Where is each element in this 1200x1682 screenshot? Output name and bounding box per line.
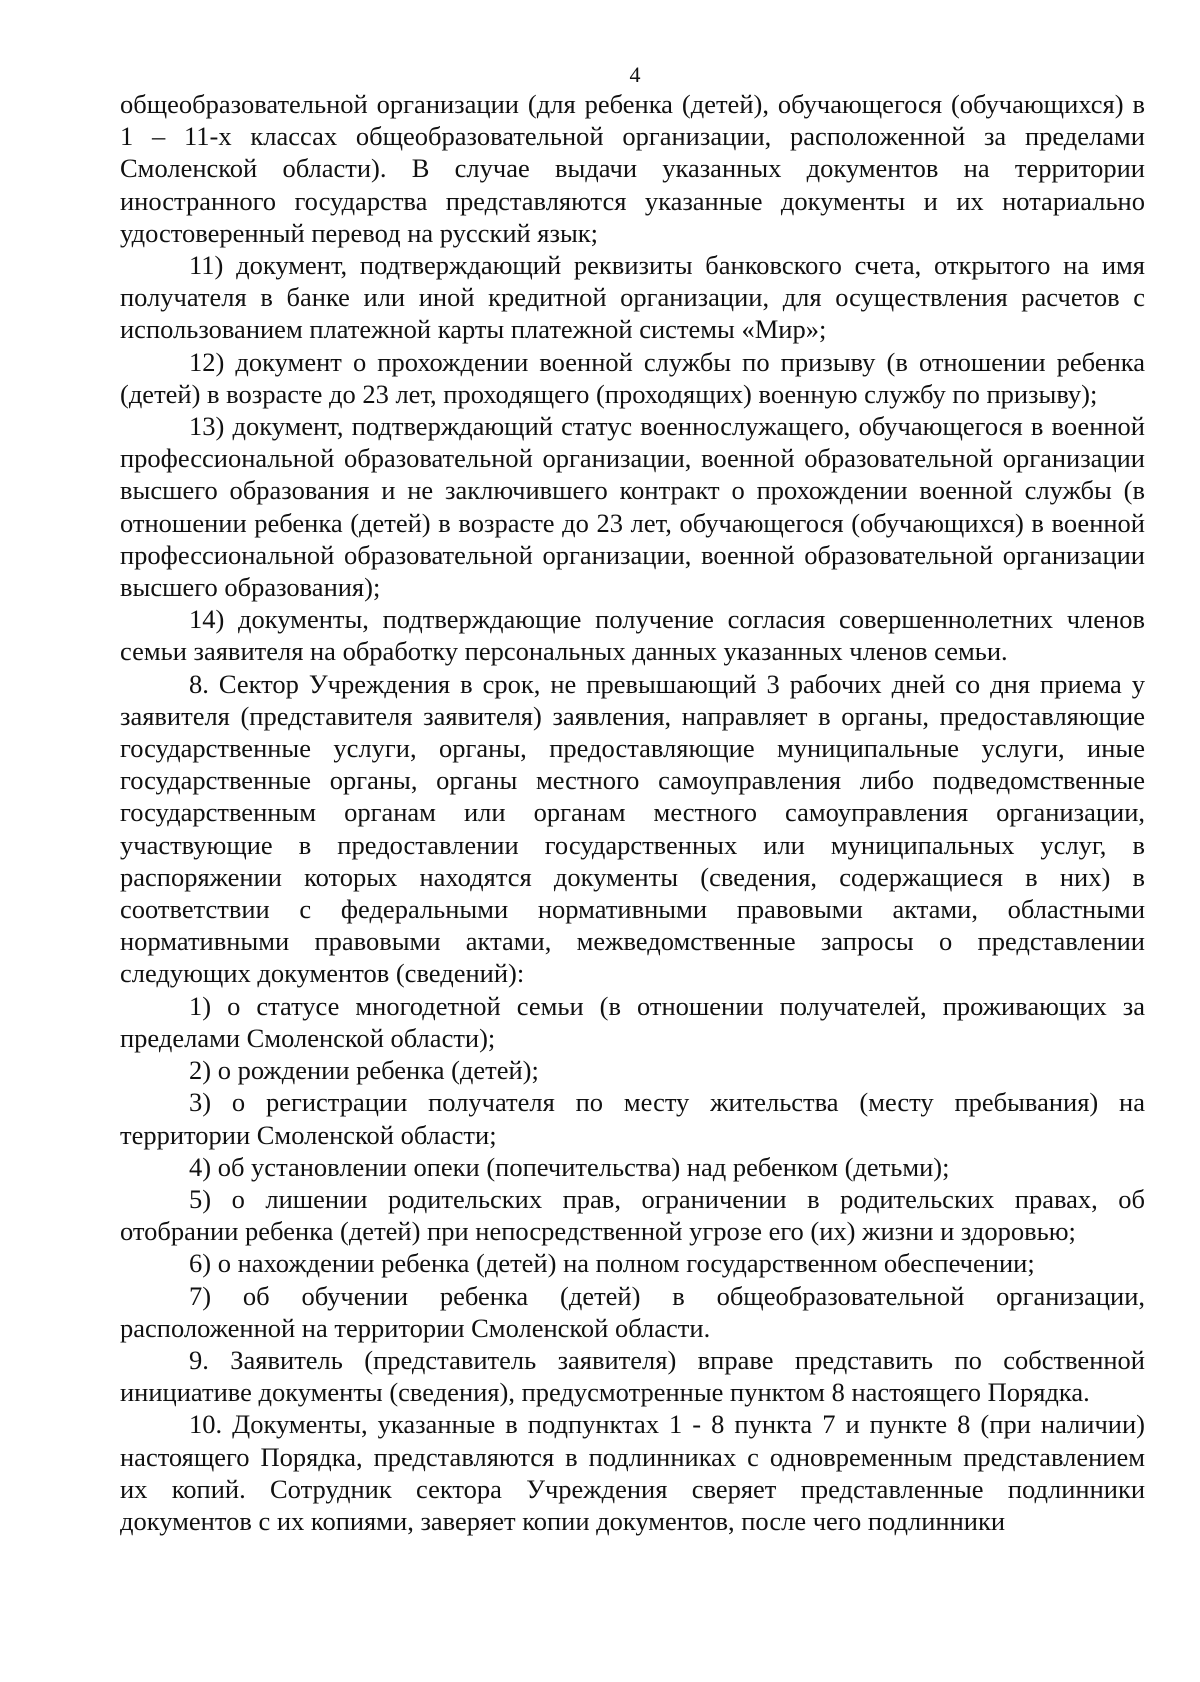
paragraph-section-9: 9. Заявитель (представитель заявителя) вправе представить по собственной инициативе документы (сведения), предусмотренные пунктом 8 настоящего Порядка. [120, 1344, 1145, 1408]
paragraph-subitem-4: 4) об установлении опеки (попечительства) над ребенком (детьми); [189, 1151, 950, 1182]
paragraph-subitem-1: 1) о статусе многодетной семьи (в отношении получателей, проживающих за пределами Смоленской области); [120, 990, 1145, 1053]
paragraph-section-8: 8. Сектор Учреждения в срок, не превышающий 3 рабочих дней со дня приема у заявителя (представителя заявителя) заявления, направляет в органы, предоставляющие государственные услуги, органы, предоставляющие муниципальные услуги, иные государственные органы, органы местного самоуправления либо подведомственные государственным органам или органам местного самоуправления организации, участвующие в предоставлении государственных или муниципальных услуг, в распоряжении которых находятся документы (сведения, содержащиеся в них) в соответствии с федеральными нормативными правовыми актами, областными нормативными правовыми актами, межведомственные запросы о представлении следующих документов (сведений): [120, 668, 1145, 989]
document-body [120, 88, 1145, 1537]
paragraph-subitem-3: 3) о регистрации получателя по месту жительства (месту пребывания) на территории Смоленской области; [120, 1087, 1145, 1150]
paragraph-continuation: общеобразовательной организации (для ребенка (детей), обучающегося (обучающихся) в 1 – 11-х классах общеобразовательной организации, расположенной за пределами Смоленской области). В случае выдачи указанных документов на территории иностранного государства представляются указанные документы и их нотариально удостоверенный перевод на русский язык; [120, 89, 1145, 248]
paragraph-item-11: 11) документ, подтверждающий реквизиты банковского счета, открытого на имя получателя в банке или иной кредитной организации, для осуществления расчетов с использованием платежной карты платежной системы «Мир»; [120, 250, 1145, 345]
paragraph-subitem-7: 7) об обучении ребенка (детей) в общеобразовательной организации, расположенной на территории Смоленской области. [120, 1280, 1145, 1343]
paragraph-item-12: 12) документ о прохождении военной службы по призыву (в отношении ребенка (детей) в возрасте до 23 лет, проходящего (проходящих) военную службу по призыву); [120, 346, 1145, 409]
paragraph-subitem-5: 5) о лишении родительских прав, ограничении в родительских правах, об отобрании ребенка (детей) при непосредственной угрозе его (их) жизни и здоровью; [120, 1183, 1145, 1247]
paragraph-section-10: 10. Документы, указанные в подпунктах 1 - 8 пункта 7 и пункте 8 (при наличии) настоящего Порядка, представляются в подлинниках с одновременным представлением их копий. Сотрудник сектора Учреждения сверяет представленные подлинники документов с их копиями, заверяет копии документов, после чего подлинники [120, 1409, 1145, 1536]
paragraph-subitem-6: 6) о нахождении ребенка (детей) на полном государственном обеспечении; [189, 1248, 1035, 1279]
paragraph-item-14: 14) документы, подтверждающие получение согласия совершеннолетних членов семьи заявителя на обработку персональных данных указанных членов семьи. [120, 604, 1145, 667]
paragraph-item-13: 13) документ, подтверждающий статус военнослужащего, обучающегося в военной профессиональной образовательной организации, военной образовательной организации высшего образования и не заключившего контракт о прохождении военной службы (в отношении ребенка (детей) в возрасте до 23 лет, обучающегося (обучающихся) в военной профессиональной образовательной организации, военной образовательной организации высшего образования); [120, 411, 1145, 603]
paragraph-subitem-2: 2) о рождении ребенка (детей); [189, 1055, 539, 1086]
page-number: 4 [629, 62, 641, 87]
